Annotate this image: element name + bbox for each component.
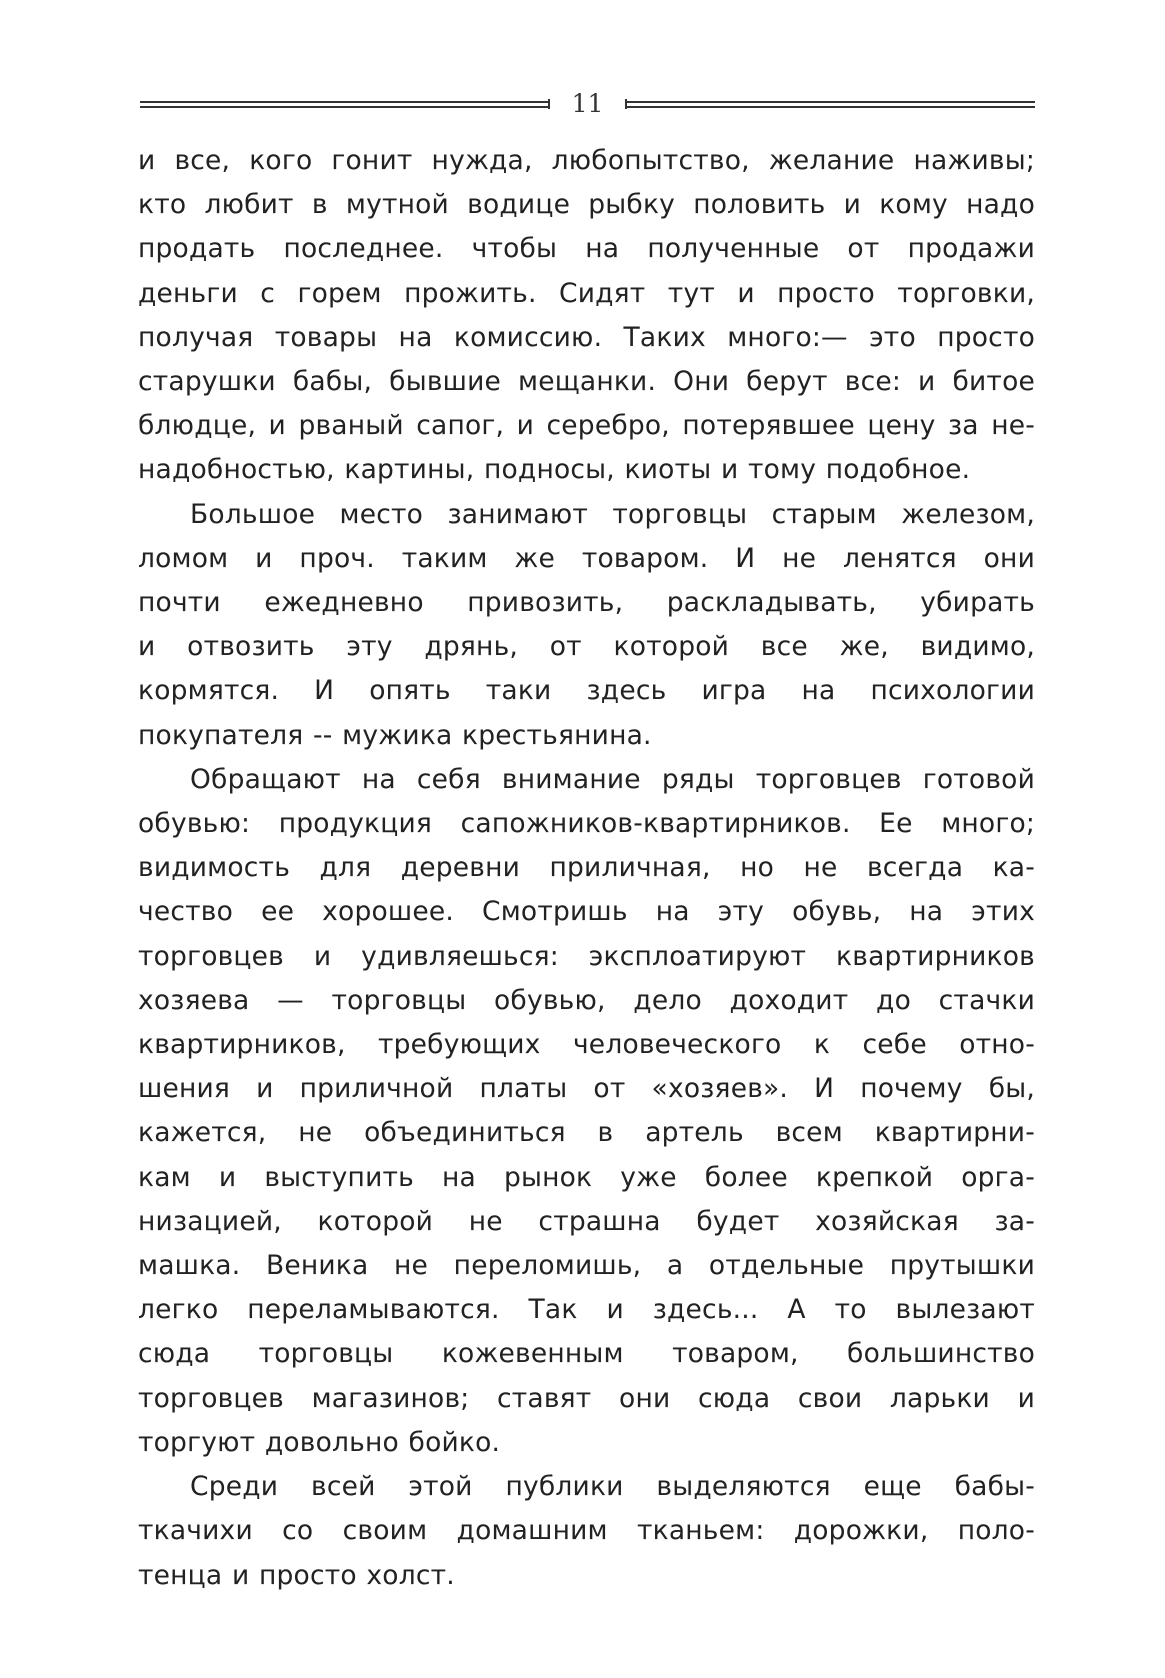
text-line: торговцев и удивляешься: эксплоатируют квартирников — [138, 940, 1035, 972]
text-line: машка. Веника не переломишь, а отдельные прутышки — [138, 1250, 1035, 1282]
text-line: квартирников, требующих человеческого к себе отно- — [138, 1029, 1035, 1061]
header-rule-right — [625, 99, 1035, 109]
text-line: продать последнее. чтобы на полученные от продажи — [138, 233, 1035, 265]
text-line: почти ежедневно привозить, раскладывать, убирать — [138, 587, 1035, 619]
text-line: обувью: продукция сапожников-квартирников. Ее много; — [138, 808, 1035, 840]
text-line: шения и приличной платы от «хозяев». И почему бы, — [138, 1073, 1035, 1105]
text-line: кам и выступить на рынок уже более крепкой орга- — [138, 1161, 1035, 1193]
text-line: сюда торговцы кожевенным товаром, большинство — [138, 1338, 1035, 1370]
text-line: блюдце, и рваный сапог, и серебро, потерявшее цену за не- — [138, 410, 1035, 442]
text-line: Среди всей этой публики выделяются еще бабы- — [190, 1471, 1035, 1503]
text-line: и все, кого гонит нужда, любопытство, желание наживы; — [138, 145, 1035, 176]
text-line: Обращают на себя внимание ряды торговцев готовой — [190, 763, 1035, 795]
text-line: и отвозить эту дрянь, от которой все же, видимо, — [138, 631, 1035, 663]
text-line: кормятся. И опять таки здесь игра на психологии — [138, 675, 1035, 707]
text-line: хозяева — торговцы обувью, дело доходит до стачки — [138, 984, 1035, 1016]
text-line: легко переламываются. Так и здесь... А то вылезают — [138, 1294, 1035, 1326]
text-line: Большое место занимают торговцы старым железом, — [190, 498, 1035, 530]
text-line: ткачихи со своим домашним тканьем: дорожки, поло- — [138, 1515, 1035, 1547]
text-line: деньги с горем прожить. Сидят тут и просто торговки, — [138, 277, 1035, 309]
header-rule-left — [140, 99, 550, 109]
text-line: торгуют довольно бойко. — [138, 1426, 501, 1458]
text-line: тенца и просто холст. — [138, 1559, 455, 1591]
text-line: старушки бабы, бывшие мещанки. Они берут все: и битое — [138, 366, 1035, 398]
text-line: надобностью, картины, подносы, киоты и тому подобное. — [138, 454, 971, 486]
text-line: кажется, не объединиться в артель всем квартирни- — [138, 1117, 1035, 1149]
text-line: ломом и проч. таким же товаром. И не ленятся они — [138, 542, 1035, 574]
text-line: низацией, которой не страшна будет хозяйская за- — [138, 1205, 1035, 1237]
text-line: получая товары на комиссию. Таких много:— это просто — [138, 321, 1035, 353]
text-line: видимость для деревни приличная, но не всегда ка- — [138, 852, 1035, 884]
text-line: кто любит в мутной водице рыбку половить и кому надо — [138, 189, 1035, 221]
page-number: 11 — [571, 89, 604, 118]
text-line: чество ее хорошее. Смотришь на эту обувь, на этих — [138, 896, 1035, 928]
body-text — [138, 139, 1035, 1598]
text-line: торговцев магазинов; ставят они сюда свои ларьки и — [138, 1382, 1035, 1414]
text-line: покупателя -- мужика крестьянина. — [138, 719, 652, 751]
page-header — [140, 86, 1035, 122]
